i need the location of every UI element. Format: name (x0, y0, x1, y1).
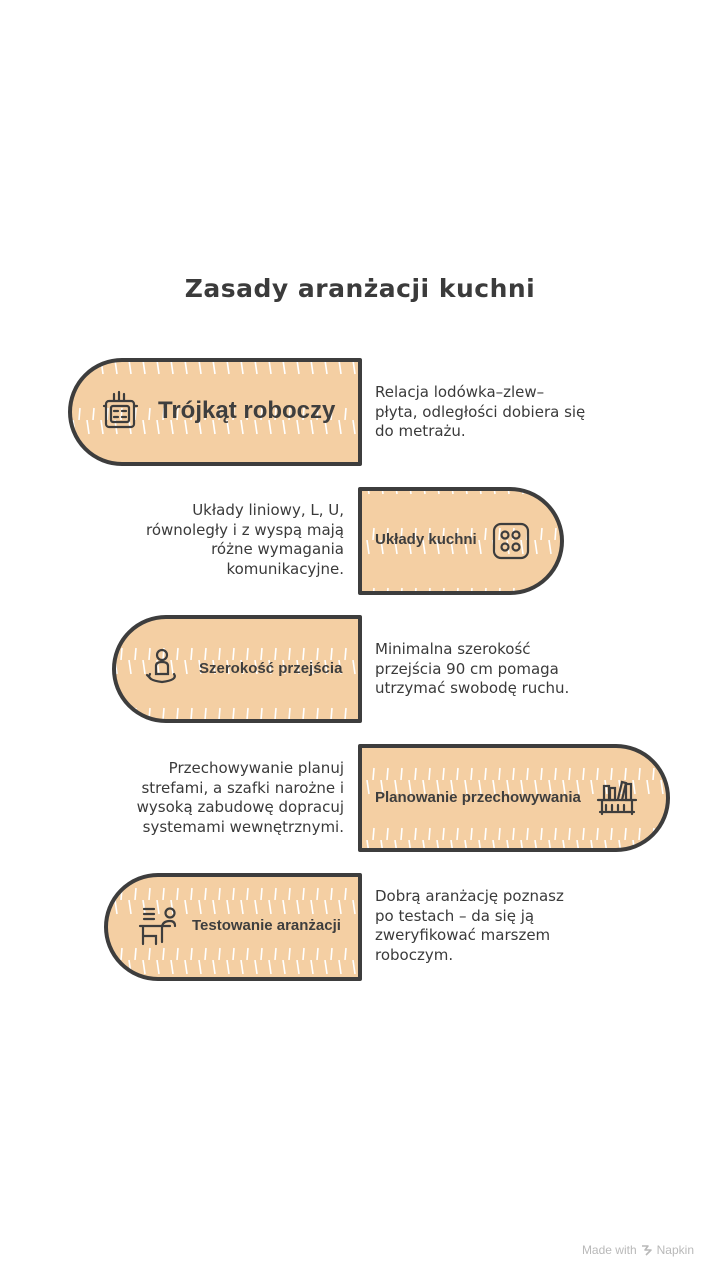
made-with-text: Made with (581, 1243, 637, 1257)
step-description-4: Przechowywanie planuj strefami, a szafki narożne i wysoką zabudowę dopracuj systemami wewnętrznymi. (136, 759, 344, 836)
napkin-credit[interactable] (582, 1243, 694, 1257)
step-description-2: Układy liniowy, L, U, równoległy i z wyspą mają różne wymagania komunikacyjne. (146, 501, 344, 578)
napkin-logo-icon (641, 1244, 653, 1256)
diagram-title: Zasady aranżacji kuchni (184, 274, 536, 303)
step-description-1: Relacja lodówka–zlew– płyta, odległości dobiera się do metrażu. (375, 383, 586, 440)
step-description-5: Dobrą aranżację poznasz po testach – da się ją zweryfikować marszem roboczym. (375, 887, 564, 964)
step-description-3: Minimalna szerokość przejścia 90 cm pomaga utrzymać swobodę ruchu. (375, 640, 570, 697)
napkin-brand-text: Napkin (656, 1243, 694, 1257)
step-label-1: Trójkąt roboczy (158, 397, 336, 424)
step-label-4: Planowanie przechowywania (375, 789, 581, 806)
step-label-2: Układy kuchni (375, 531, 477, 548)
step-label-3: Szerokość przejścia (199, 660, 343, 677)
step-label-5: Testowanie aranżacji (192, 917, 341, 934)
